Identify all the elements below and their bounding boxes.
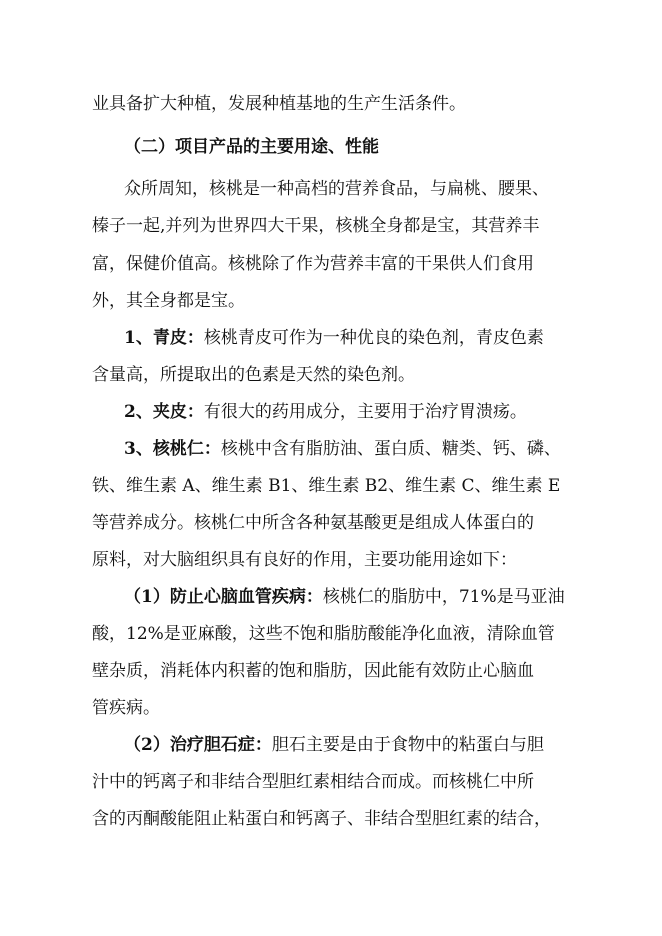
body-text-line: 含量高，所提取出的色素是天然的染色剂。 (92, 365, 415, 385)
item-text: 有很大的药用成分，主要用于治疗胃溃疡。 (203, 402, 527, 422)
body-text-line: 榛子一起,并列为世界四大干果，核桃全身都是宝，其营养丰 (92, 216, 540, 236)
item-lead: 3、核桃仁： (124, 439, 221, 459)
body-text-line: 壁杂质，消耗体内积蓄的饱和脂肪，因此能有效防止心脑血 (92, 661, 534, 681)
item-lead: 1、青皮： (124, 328, 204, 348)
body-text-line: 富，保健价值高。核桃除了作为营养丰富的干果供人们食用 (92, 254, 534, 274)
item-text: 胆石主要是由于食物中的粘蛋白与胆 (271, 735, 544, 755)
body-text-line: 外，其全身都是宝。 (92, 291, 245, 311)
item-lead: （2）治疗胆石症： (124, 735, 272, 755)
list-item-walnut-kernel (124, 438, 572, 460)
item-text: 核桃仁的脂肪中，71%是马亚油 (322, 587, 565, 607)
body-text-line: 等营养成分。核桃仁中所含各种氨基酸更是组成人体蛋白的 (92, 513, 534, 533)
sub-item-gallstone (124, 734, 572, 756)
body-text-line: 业具备扩大种植，发展种植基地的生产生活条件。 (92, 94, 466, 114)
body-text-line: 酸，12%是亚麻酸，这些不饱和脂肪酸能净化血液，清除血管 (92, 624, 555, 644)
body-text-line: 管疾病。 (92, 698, 160, 718)
body-text-line: 含的丙酮酸能阻止粘蛋白和钙离子、非结合型胆红素的结合， (92, 809, 551, 829)
item-lead: （1）防止心脑血管疾病： (124, 587, 323, 607)
section-heading: （二）项目产品的主要用途、性能 (124, 137, 379, 157)
body-text-line: 原料，对大脑组织具有良好的作用，主要功能用途如下： (92, 550, 517, 570)
item-text: 核桃中含有脂肪油、蛋白质、糖类、钙、磷、 (220, 439, 561, 459)
body-text-line: 铁、维生素 A、维生素 B1、维生素 B2、维生素 C、维生素 E (92, 476, 561, 496)
sub-item-cardiovascular (124, 586, 572, 608)
list-item-green-peel (124, 327, 572, 349)
item-text: 核桃青皮可作为一种优良的染色剂，青皮色素 (203, 328, 544, 348)
item-lead: 2、夹皮： (124, 402, 204, 422)
body-text-line: 汁中的钙离子和非结合型胆红素相结合而成。而核桃仁中所 (92, 772, 534, 792)
body-text-line: 众所周知，核桃是一种高档的营养食品，与扁桃、腰果、 (124, 179, 549, 199)
list-item-shell-skin (124, 401, 572, 423)
